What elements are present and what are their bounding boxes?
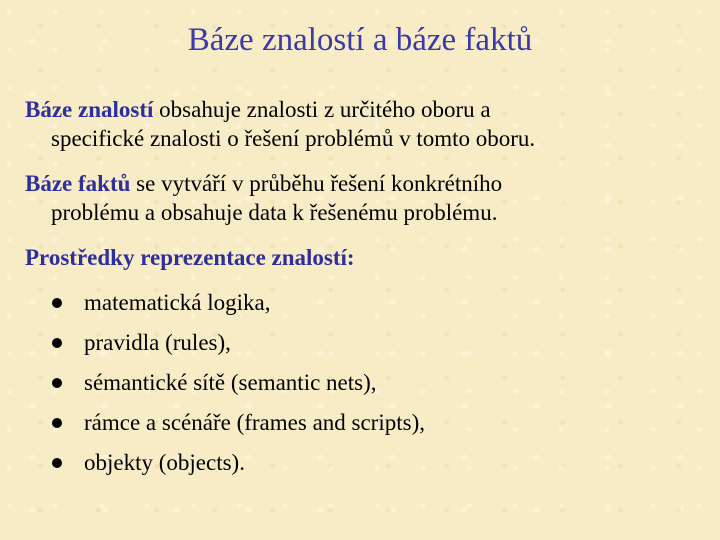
- paragraph-text-continuation: problému a obsahuje data k řešenému problému.: [51, 200, 498, 225]
- list-item-text: matematická logika,: [84, 290, 271, 315]
- term-knowledge-base: Báze znalostí: [25, 97, 154, 122]
- paragraph-text: se vytváří v průběhu řešení konkrétního: [130, 171, 503, 196]
- paragraph-text-continuation: specifické znalosti o řešení problémů v tomto oboru.: [51, 126, 536, 151]
- list-item: [52, 443, 425, 483]
- list-item: [52, 403, 425, 443]
- list-item-text: rámce a scénáře (frames and scripts),: [84, 410, 425, 435]
- slide-title: Báze znalostí a báze faktů: [187, 22, 533, 58]
- bullet-icon: [52, 458, 62, 468]
- bullet-icon: [52, 338, 62, 348]
- list-item: [52, 323, 425, 363]
- paragraph-knowledge-base: [25, 95, 695, 153]
- paragraph-text: obsahuje znalosti z určitého oboru a: [153, 97, 491, 122]
- means-heading-text: Prostředky reprezentace znalostí:: [25, 245, 355, 270]
- bullet-icon: [52, 378, 62, 388]
- paragraph-fact-base: [25, 169, 695, 227]
- means-list: [52, 283, 425, 483]
- bullet-icon: [52, 418, 62, 428]
- list-item-text: sémantické sítě (semantic nets),: [84, 370, 377, 395]
- term-fact-base: Báze faktů: [25, 171, 131, 196]
- list-item: [52, 363, 425, 403]
- bullet-icon: [52, 298, 62, 308]
- list-item-text: objekty (objects).: [84, 450, 245, 475]
- list-item-text: pravidla (rules),: [84, 330, 231, 355]
- means-heading: [25, 243, 695, 272]
- list-item: [52, 283, 425, 323]
